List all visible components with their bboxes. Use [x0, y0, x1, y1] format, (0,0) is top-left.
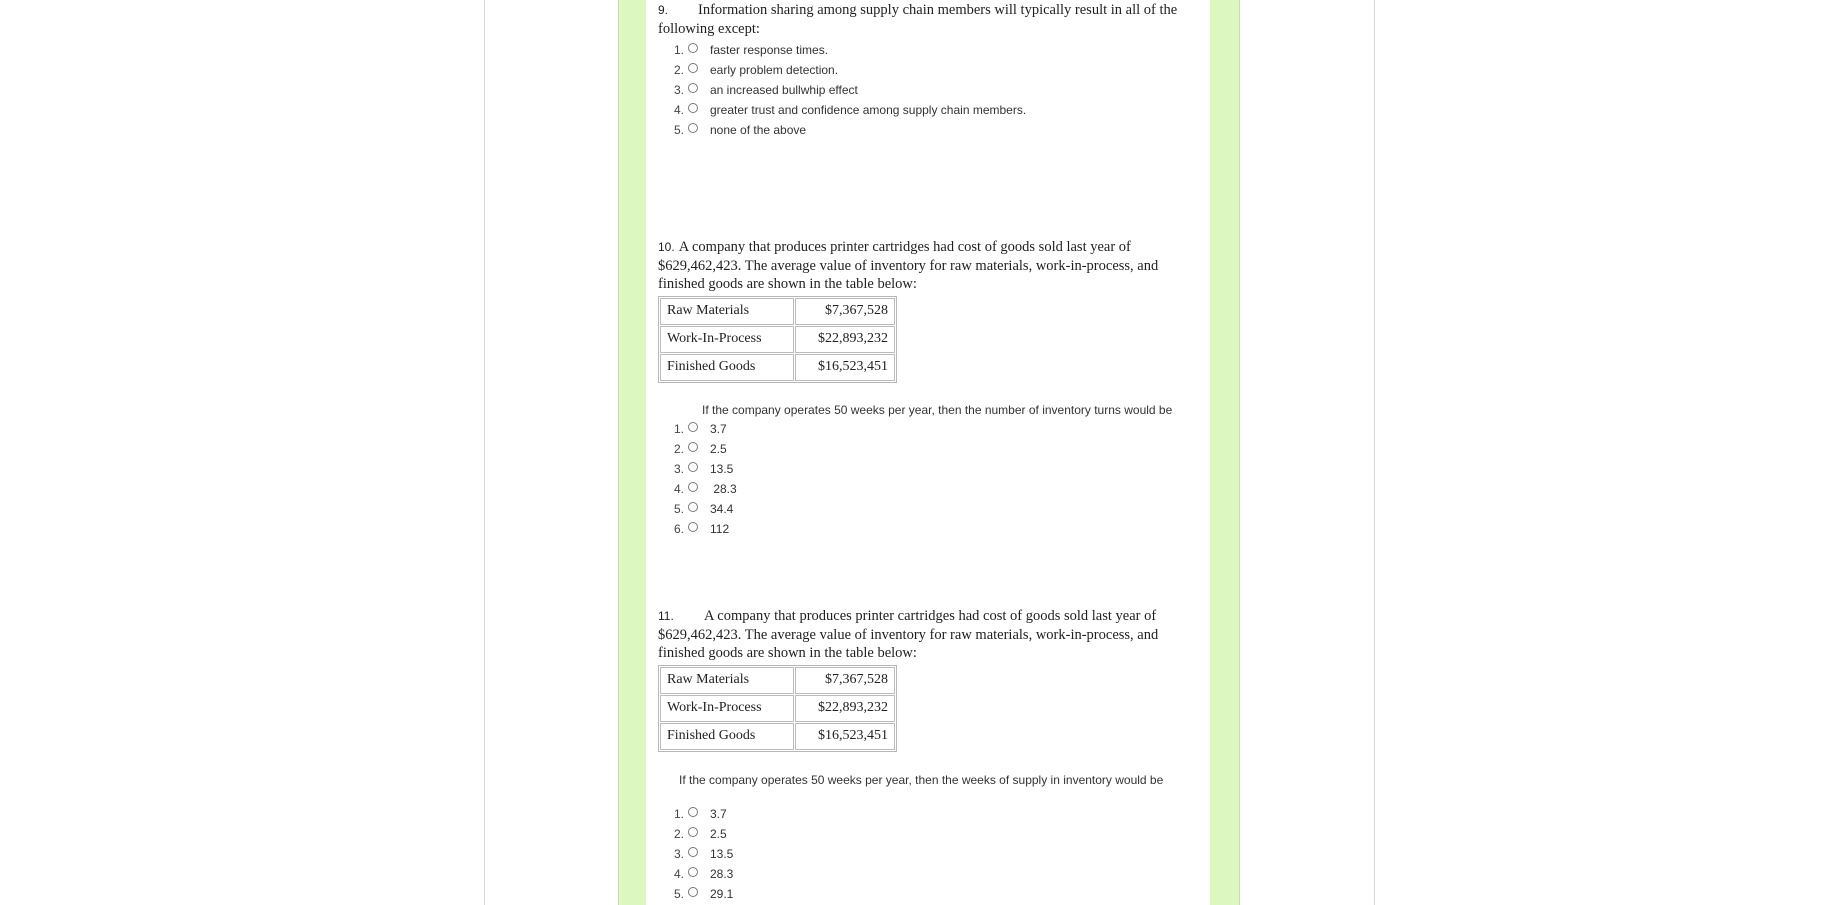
answer-option[interactable] — [658, 60, 1206, 80]
radio-button[interactable] — [688, 522, 698, 532]
option-number: 3. — [673, 846, 684, 861]
option-number: 3. — [673, 461, 684, 476]
table-row — [660, 695, 895, 722]
table-cell: Finished Goods — [660, 354, 794, 381]
answer-option[interactable] — [658, 439, 1206, 459]
answer-option[interactable] — [658, 519, 1206, 539]
answer-option[interactable] — [658, 479, 1206, 499]
radio-button[interactable] — [688, 827, 698, 837]
radio-button[interactable] — [688, 807, 698, 817]
table-cell: Raw Materials — [660, 298, 794, 325]
table-row — [660, 326, 895, 353]
radio-button[interactable] — [688, 887, 698, 897]
option-number: 2. — [673, 826, 684, 841]
radio-button[interactable] — [688, 123, 698, 133]
option-number: 5. — [673, 501, 684, 516]
question-number: 10. — [658, 240, 675, 254]
question-stem: A company that produces printer cartridges had cost of goods sold last year of $629,462,423. The average value of inventory for raw materials, work-in-process, and finished goods are shown in the table below: — [658, 608, 1159, 661]
radio-button[interactable] — [688, 502, 698, 512]
question-number: 9. — [658, 3, 669, 17]
option-label: faster response times. — [710, 43, 829, 57]
answer-option[interactable] — [658, 100, 1206, 120]
table-row — [660, 298, 895, 325]
question-prompt: If the company operates 50 weeks per year, then the weeks of supply in inventory would be — [679, 772, 1164, 787]
option-label: 2.5 — [710, 441, 727, 456]
question-10 — [658, 238, 1206, 539]
option-label: none of the above — [710, 123, 807, 137]
radio-button[interactable] — [688, 43, 698, 53]
option-label: 13.5 — [710, 461, 734, 476]
option-label: 3.7 — [710, 421, 727, 436]
table-row — [660, 723, 895, 750]
radio-button[interactable] — [688, 867, 698, 877]
question-prompt: If the company operates 50 weeks per year, then the number of inventory turns would be — [702, 402, 1173, 417]
question-number: 11. — [658, 609, 674, 623]
question-9-text — [658, 1, 1206, 38]
question-9 — [658, 1, 1206, 140]
table-cell: Raw Materials — [660, 667, 794, 694]
option-label: 34.4 — [710, 501, 734, 516]
option-label: 2.5 — [710, 826, 727, 841]
radio-button[interactable] — [688, 83, 698, 93]
table-cell: $16,523,451 — [795, 354, 895, 381]
answer-option[interactable] — [658, 120, 1206, 140]
option-label: an increased bullwhip effect — [710, 83, 858, 97]
option-number: 5. — [673, 123, 684, 137]
answer-option[interactable] — [658, 419, 1206, 439]
question-stem: A company that produces printer cartridges had cost of goods sold last year of $629,462,423. The average value of inventory for raw materials, work-in-process, and finished goods are shown in the table below: — [658, 239, 1159, 292]
option-number: 4. — [673, 103, 684, 117]
option-label: early problem detection. — [710, 63, 839, 77]
radio-button[interactable] — [688, 103, 698, 113]
table-cell: $7,367,528 — [795, 667, 895, 694]
quiz-content — [646, 0, 1210, 905]
answer-option[interactable] — [658, 844, 1206, 864]
table-cell: $22,893,232 — [795, 695, 895, 722]
question-10-text — [658, 238, 1206, 294]
radio-button[interactable] — [688, 422, 698, 432]
option-label: greater trust and confidence among supply chain members. — [710, 103, 1027, 117]
option-number: 6. — [673, 521, 684, 536]
answer-option[interactable] — [658, 884, 1206, 904]
table-cell: $22,893,232 — [795, 326, 895, 353]
option-number: 1. — [673, 43, 684, 57]
question-stem: Information sharing among supply chain members will typically result in all of the following except: — [658, 2, 1178, 37]
question-11-text — [658, 607, 1206, 663]
answer-option[interactable] — [658, 499, 1206, 519]
answer-option[interactable] — [658, 804, 1206, 824]
option-number: 1. — [673, 421, 684, 436]
radio-button[interactable] — [688, 482, 698, 492]
radio-button[interactable] — [688, 847, 698, 857]
inventory-table — [658, 296, 897, 383]
table-cell: Work-In-Process — [660, 326, 794, 353]
table-cell: $16,523,451 — [795, 723, 895, 750]
option-number: 5. — [673, 886, 684, 901]
answer-option[interactable] — [658, 40, 1206, 60]
option-number: 1. — [673, 806, 684, 821]
answer-option[interactable] — [658, 824, 1206, 844]
radio-button[interactable] — [688, 442, 698, 452]
table-row — [660, 354, 895, 381]
table-cell: $7,367,528 — [795, 298, 895, 325]
option-label: 13.5 — [710, 846, 734, 861]
answer-option[interactable] — [658, 864, 1206, 884]
option-number: 4. — [673, 481, 684, 496]
inventory-table — [658, 665, 897, 752]
option-number: 4. — [673, 866, 684, 881]
table-cell: Work-In-Process — [660, 695, 794, 722]
question-11 — [658, 607, 1206, 904]
option-label: 3.7 — [710, 806, 727, 821]
option-label: 28.3 — [710, 866, 734, 881]
option-label: 112 — [710, 521, 730, 536]
table-cell: Finished Goods — [660, 723, 794, 750]
answer-option[interactable] — [658, 459, 1206, 479]
radio-button[interactable] — [688, 462, 698, 472]
answer-options — [658, 419, 1206, 539]
option-number: 2. — [673, 63, 684, 77]
answer-option[interactable] — [658, 80, 1206, 100]
radio-button[interactable] — [688, 63, 698, 73]
option-label: 28.3 — [710, 481, 737, 496]
answer-options — [658, 40, 1206, 140]
option-number: 2. — [673, 441, 684, 456]
option-label: 29.1 — [710, 886, 734, 901]
table-row — [660, 667, 895, 694]
answer-options — [658, 804, 1206, 904]
option-number: 3. — [673, 83, 684, 97]
